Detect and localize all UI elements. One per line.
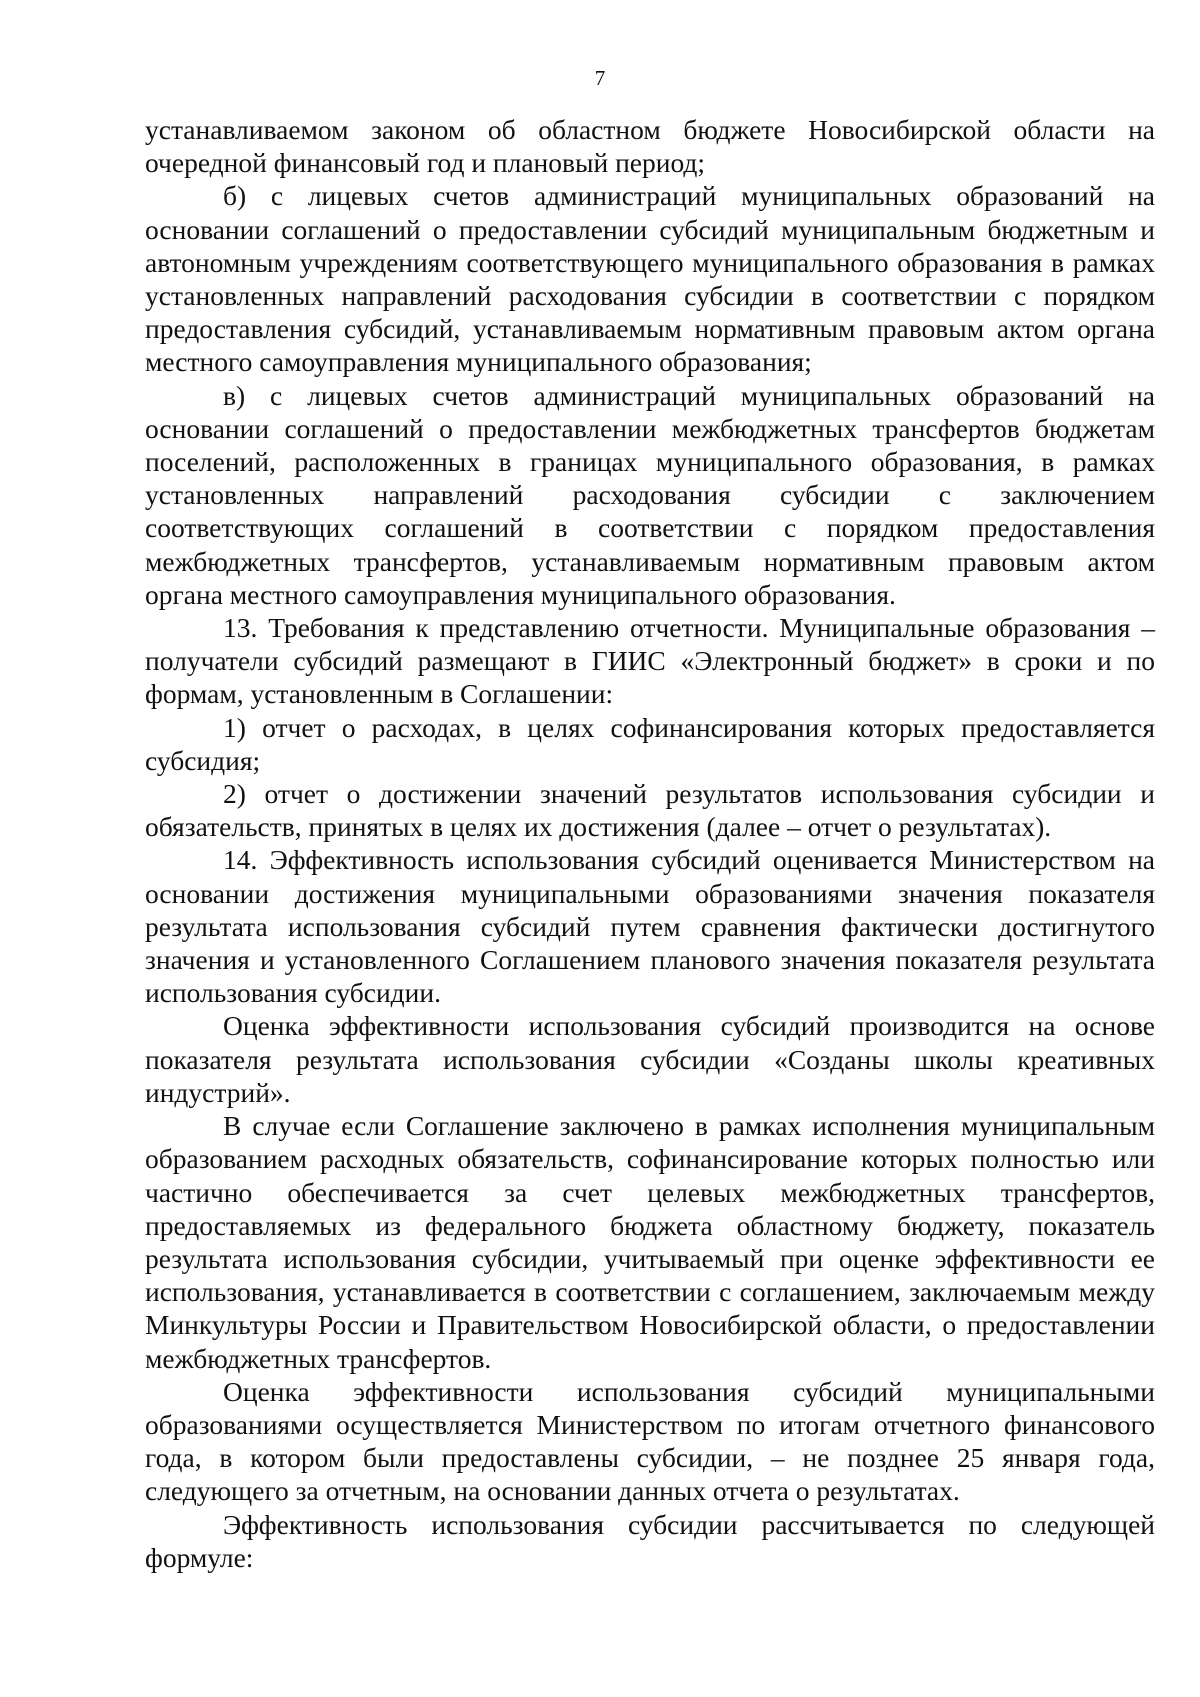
page-number: 7	[594, 66, 606, 90]
paragraph-report-2: 2) отчет о достижении значений результатов использования субсидии и обязательств, принятых в целях их достижения (далее – отчет о результатах).	[145, 778, 1155, 843]
document-body	[145, 113, 1155, 1574]
paragraph-report-1: 1) отчет о расходах, в целях софинансирования которых предоставляется субсидия;	[145, 711, 1155, 776]
paragraph-efficiency-indicator: Оценка эффективности использования субсидий производится на основе показателя результата использования субсидии «Созданы школы креативных индустрий».	[145, 1010, 1155, 1108]
paragraph-14-efficiency: 14. Эффективность использования субсидий оценивается Министерством на основании достижения муниципальными образованиями значения показателя результата использования субсидий путем сравнения фактически достигнутого значения и установленного Соглашением планового значения показателя результата использования субсидии.	[145, 844, 1155, 1009]
paragraph-item-v: в) с лицевых счетов администраций муниципальных образований на основании соглашений о предоставлении межбюджетных трансфертов бюджетам поселений, расположенных в границах муниципального образования, в рамках установленных направлений расходования субсидии с заключением соответствующих соглашений в соответствии с порядком предоставления межбюджетных трансфертов, устанавливаемым нормативным правовым актом органа местного самоуправления муниципального образования.	[145, 379, 1155, 610]
paragraph-13-reporting: 13. Требования к представлению отчетности. Муниципальные образования – получатели субсидий размещают в ГИИС «Электронный бюджет» в сроки и по формам, установленным в Соглашении:	[145, 612, 1155, 710]
paragraph-item-b: б) с лицевых счетов администраций муниципальных образований на основании соглашений о предоставлении субсидий муниципальным бюджетным и автономным учреждениям соответствующего муниципального образования в рамках установленных направлений расходования субсидии в соответствии с порядком предоставления субсидий, устанавливаемым нормативным правовым актом органа местного самоуправления муниципального образования;	[145, 180, 1155, 378]
paragraph-formula-intro: Эффективность использования субсидии рассчитывается по следующей формуле:	[145, 1508, 1155, 1573]
paragraph-continuation: устанавливаемом законом об областном бюджете Новосибирской области на очередной финансовый год и плановый период;	[145, 114, 1155, 179]
paragraph-federal-cofinancing: В случае если Соглашение заключено в рамках исполнения муниципальным образованием расходных обязательств, софинансирование которых полностью или частично обеспечивается за счет целевых межбюджетных трансфертов, предоставляемых из федерального бюджета областному бюджету, показатель результата использования субсидии, учитываемый при оценке эффективности ее использования, устанавливается в соответствии с соглашением, заключаемым между Минкультуры России и Правительством Новосибирской области, о предоставлении межбюджетных трансфертов.	[145, 1110, 1155, 1374]
paragraph-evaluation-deadline: Оценка эффективности использования субсидий муниципальными образованиями осуществляется Министерством по итогам отчетного финансового года, в котором были предоставлены субсидии, – не позднее 25 января года, следующего за отчетным, на основании данных отчета о результатах.	[145, 1375, 1155, 1507]
